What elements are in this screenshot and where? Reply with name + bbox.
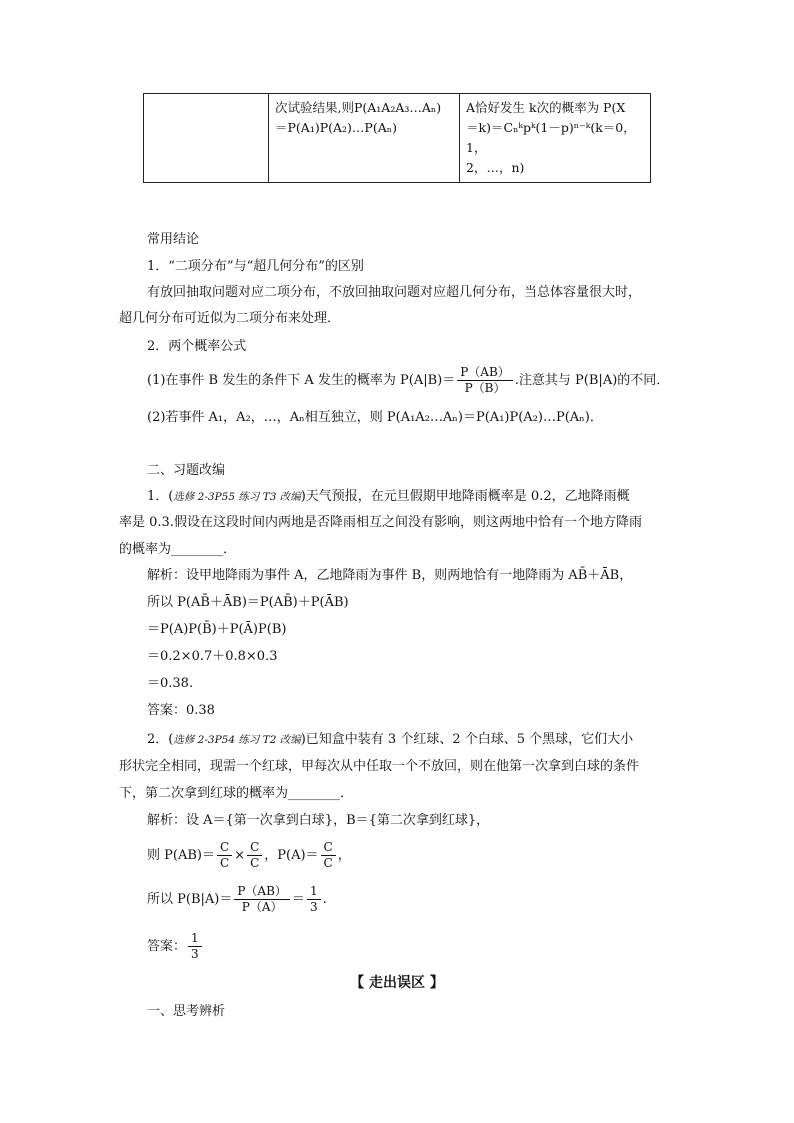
conclusion-1-title: 1．“二项分布”与“超几何分布”的区别 (147, 259, 364, 274)
fraction-numerator: P（AB） (234, 884, 290, 900)
question-text: )已知盒中装有 3 个红球、2 个白球、5 个黑球，它们大小 (300, 732, 634, 747)
question-text: 的概率为________． (119, 542, 237, 557)
conclusions-title: 常用结论 (147, 232, 200, 247)
conclusion-1-text: 超几何分布可近似为二项分布来处理． (119, 311, 341, 326)
solution-text: ＝0.38. (147, 676, 194, 691)
solution-text: 所以 P(AB̄＋ĀB)＝P(AB̄)＋P(ĀB) (147, 595, 349, 610)
formula-text: ， (337, 848, 351, 863)
table-cell-text: 次试验结果,则P(A₁A₂A₃…Aₙ) (275, 100, 442, 115)
fraction-numerator: 1 (188, 931, 202, 947)
solution-formula (147, 883, 327, 917)
formula-text: 所以 P(B|A)＝ (147, 892, 233, 907)
fraction-denominator: P（A） (241, 900, 283, 914)
table-cell-text: A恰好发生 k次的概率为 P(X (466, 100, 626, 115)
question-text: 下，第二次拿到红球的概率为________． (119, 786, 354, 801)
fraction (217, 840, 232, 871)
solution-text: ＝P(A)P(B̄)＋P(Ā)P(B) (147, 622, 287, 637)
formula-text: (1)在事件 B 发生的条件下 A 发生的概率为 P(A|B)＝ (147, 373, 456, 388)
question-number: 1．( (147, 489, 174, 504)
fraction-numerator: P（AB） (457, 365, 513, 381)
question-1 (147, 488, 630, 506)
answer-2 (147, 930, 204, 964)
solution-formula (147, 839, 351, 873)
solution-text: 解析：设甲地降雨为事件 A，乙地降雨为事件 B，则两地恰有一地降雨为 AB̄＋ĀB， (147, 568, 633, 583)
table-cell-independent (269, 94, 460, 183)
question-text: 形状完全相同，现需一个红球，甲每次从中任取一个不放回，则在他第一次拿到白球的条件 (119, 759, 640, 774)
question-source: 选修 2-3P54 练习 T2 改编 (173, 734, 301, 746)
solution-text: ＝0.2×0.7＋0.8×0.3 (147, 649, 278, 664)
fraction (321, 840, 336, 871)
fraction-denominator: 3 (191, 947, 199, 961)
fraction-numerator: C (217, 840, 232, 856)
fraction-denominator: 3 (309, 900, 318, 914)
formula-1 (147, 364, 669, 398)
question-text: 率是 0.3.假设在这段时间内两地是否降雨相互之间没有影响，则这两地中恰有一个地方降雨 (119, 515, 642, 530)
fraction (307, 884, 321, 915)
fraction-denominator: C (219, 856, 230, 870)
summary-table (143, 93, 651, 183)
equals-sign: ＝ (291, 892, 305, 907)
conclusion-1-text: 有放回抽取问题对应二项分布，不放回抽取问题对应超几何分布，当总体容量很大时， (147, 285, 642, 300)
table-cell-text: ＝P(A₁)P(A₂)…P(Aₙ) (275, 120, 398, 135)
answer-text: 答案：0.38 (147, 703, 215, 718)
answer-label: 答案： (147, 939, 187, 954)
formula-2: (2)若事件 A₁，A₂，…，Aₙ相互独立，则 P(A₁A₂…Aₙ)＝P(A₁)P(A₂)…P(Aₙ)． (147, 410, 603, 425)
fraction (457, 365, 513, 396)
section-subheading: 一、思考辨析 (147, 1004, 226, 1019)
section-heading: 【 走出误区 】 (350, 975, 444, 991)
fraction (188, 931, 202, 962)
fraction-denominator: C (250, 856, 260, 870)
fraction (247, 840, 262, 871)
formula-text: 则 P(AB)＝ (147, 848, 215, 863)
solution-text: 解析：设 A＝{第一次拿到白球}，B＝{第二次拿到红球}， (147, 813, 490, 828)
fraction-denominator: C (323, 856, 333, 870)
formula-text: . (322, 892, 327, 907)
formula-text: .注意其与 P(B|A)的不同． (514, 373, 670, 388)
times-sign: × (234, 848, 246, 863)
question-number: 2．( (147, 732, 174, 747)
table-cell-binomial (460, 94, 651, 183)
table-cell-text: 2，…，n) (466, 160, 525, 175)
question-2 (147, 731, 633, 749)
fraction-numerator: C (247, 840, 262, 856)
table-cell-text: ＝k)＝Cₙᵏpᵏ(1－p)ⁿ⁻ᵏ(k＝0，1， (466, 120, 636, 155)
fraction-numerator: 1 (307, 884, 321, 900)
table-cell-empty (144, 94, 269, 183)
exercises-title: 二、习题改编 (147, 463, 226, 478)
question-source: 选修 2-3P55 练习 T3 改编 (173, 491, 301, 503)
fraction (234, 884, 290, 915)
conclusion-2-title: 2．两个概率公式 (147, 339, 247, 354)
fraction-numerator: C (321, 840, 336, 856)
fraction-denominator: P（B） (464, 381, 506, 395)
question-text: )天气预报，在元旦假期甲地降雨概率是 0.2，乙地降雨概 (300, 489, 630, 504)
formula-text: ，P(A)＝ (264, 848, 319, 863)
